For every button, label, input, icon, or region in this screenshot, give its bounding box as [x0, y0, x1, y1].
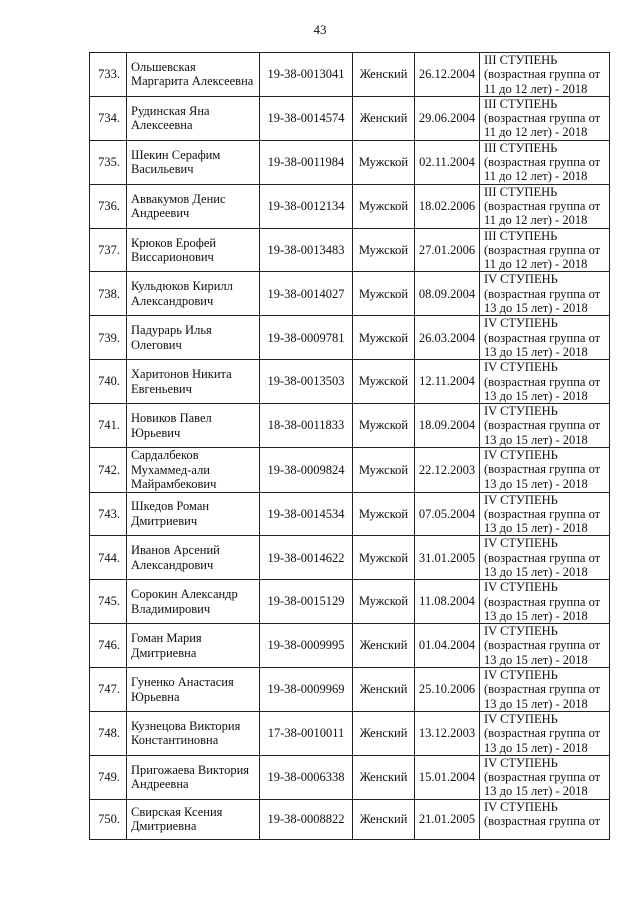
participant-id: 19-38-0013503: [260, 360, 353, 404]
stage-cell: [480, 360, 610, 404]
stage-cell: [480, 184, 610, 228]
participant-id: 19-38-0009781: [260, 316, 353, 360]
table-row: [90, 580, 610, 624]
participant-name: Гоман Мария Дмитриевна: [127, 624, 260, 668]
age-group-text: 13 до 15 лет) - 2018: [484, 652, 588, 667]
age-group-text: (возрастная группа от: [484, 155, 601, 170]
age-group-text: 13 до 15 лет) - 2018: [484, 344, 588, 359]
row-number: 735.: [90, 140, 127, 184]
age-group-text: 13 до 15 лет) - 2018: [484, 696, 588, 711]
row-number: 736.: [90, 184, 127, 228]
table-row: [90, 272, 610, 316]
age-group-text: (возрастная группа от: [484, 726, 601, 741]
birth-date: 21.01.2005: [415, 799, 480, 839]
birth-date: 01.04.2004: [415, 624, 480, 668]
stage-level: III СТУПЕНЬ: [484, 228, 558, 243]
stage-level: IV СТУПЕНЬ: [484, 624, 558, 639]
participant-name: Шекин Серафим Васильевич: [127, 140, 260, 184]
age-group-text: 11 до 12 лет) - 2018: [484, 125, 588, 140]
age-group-text: (возрастная группа от: [484, 506, 601, 521]
table-row: [90, 755, 610, 799]
stage-cell: [480, 492, 610, 536]
age-group-text: 13 до 15 лет) - 2018: [484, 301, 588, 316]
stage-level: IV СТУПЕНЬ: [484, 580, 558, 595]
participant-id: 19-38-0014027: [260, 272, 353, 316]
table-row: [90, 711, 610, 755]
participant-name: Иванов Арсений Александрович: [127, 536, 260, 580]
table-row: [90, 140, 610, 184]
row-number: 744.: [90, 536, 127, 580]
age-group-text: (возрастная группа от: [484, 111, 601, 126]
table-row: [90, 228, 610, 272]
row-number: 743.: [90, 492, 127, 536]
stage-level: IV СТУПЕНЬ: [484, 272, 558, 287]
stage-level: III СТУПЕНЬ: [484, 184, 558, 199]
age-group-text: (возрастная группа от: [484, 682, 601, 697]
table-body: [90, 53, 610, 840]
stage-level: III СТУПЕНЬ: [484, 53, 558, 67]
stage-level: III СТУПЕНЬ: [484, 96, 558, 111]
stage-level: IV СТУПЕНЬ: [484, 360, 558, 375]
age-group-text: 13 до 15 лет) - 2018: [484, 740, 588, 755]
participant-name: Рудинская Яна Алексеевна: [127, 96, 260, 140]
birth-date: 26.03.2004: [415, 316, 480, 360]
stage-level: IV СТУПЕНЬ: [484, 492, 558, 507]
participant-gender: Женский: [353, 624, 415, 668]
stage-cell: [480, 272, 610, 316]
stage-level: IV СТУПЕНЬ: [484, 404, 558, 419]
stage-cell: [480, 53, 610, 97]
birth-date: 18.02.2006: [415, 184, 480, 228]
row-number: 747.: [90, 668, 127, 712]
participant-id: 19-38-0015129: [260, 580, 353, 624]
stage-cell: [480, 624, 610, 668]
participant-id: 19-38-0009995: [260, 624, 353, 668]
participant-name: Свирская Ксения Дмитриевна: [127, 799, 260, 839]
table-row: [90, 53, 610, 97]
stage-level: III СТУПЕНЬ: [484, 140, 558, 155]
stage-cell: [480, 404, 610, 448]
participant-id: 18-38-0011833: [260, 404, 353, 448]
participant-id: 19-38-0011984: [260, 140, 353, 184]
stage-level: IV СТУПЕНЬ: [484, 536, 558, 551]
table-row: [90, 492, 610, 536]
stage-cell: [480, 755, 610, 799]
participant-id: 19-38-0013483: [260, 228, 353, 272]
participant-name: Кузнецова Виктория Константиновна: [127, 711, 260, 755]
age-group-text: (возрастная группа от: [484, 286, 601, 301]
participant-name: Кульдюков Кирилл Александрович: [127, 272, 260, 316]
age-group-text: (возрастная группа от: [484, 814, 601, 829]
birth-date: 11.08.2004: [415, 580, 480, 624]
stage-cell: [480, 668, 610, 712]
participant-gender: Мужской: [353, 448, 415, 493]
age-group-text: (возрастная группа от: [484, 418, 601, 433]
age-group-text: 11 до 12 лет) - 2018: [484, 257, 588, 272]
participant-name: Аввакумов Денис Андреевич: [127, 184, 260, 228]
table-row: [90, 404, 610, 448]
age-group-text: 11 до 12 лет) - 2018: [484, 169, 588, 184]
participant-name: Крюков Ерофей Виссарионович: [127, 228, 260, 272]
age-group-text: (возрастная группа от: [484, 330, 601, 345]
birth-date: 07.05.2004: [415, 492, 480, 536]
stage-level: IV СТУПЕНЬ: [484, 316, 558, 331]
birth-date: 25.10.2006: [415, 668, 480, 712]
participant-gender: Женский: [353, 53, 415, 97]
participant-id: 19-38-0006338: [260, 755, 353, 799]
stage-cell: [480, 96, 610, 140]
participant-gender: Женский: [353, 668, 415, 712]
participant-id: 19-38-0009824: [260, 448, 353, 493]
participants-table: [89, 52, 610, 840]
stage-cell: [480, 580, 610, 624]
age-group-text: (возрастная группа от: [484, 198, 601, 213]
participant-gender: Женский: [353, 755, 415, 799]
row-number: 741.: [90, 404, 127, 448]
row-number: 734.: [90, 96, 127, 140]
participant-id: 19-38-0009969: [260, 668, 353, 712]
participant-name: Сорокин Александр Владимирович: [127, 580, 260, 624]
row-number: 733.: [90, 53, 127, 97]
participant-gender: Мужской: [353, 184, 415, 228]
age-group-text: 11 до 12 лет) - 2018: [484, 81, 588, 96]
page-number: 43: [313, 22, 327, 37]
participant-id: 19-38-0014622: [260, 536, 353, 580]
birth-date: 22.12.2003: [415, 448, 480, 493]
participant-gender: Мужской: [353, 580, 415, 624]
age-group-text: (возрастная группа от: [484, 770, 601, 785]
age-group-text: (возрастная группа от: [484, 594, 601, 609]
participant-id: 19-38-0008822: [260, 799, 353, 839]
birth-date: 02.11.2004: [415, 140, 480, 184]
participant-id: 19-38-0014534: [260, 492, 353, 536]
age-group-text: (возрастная группа от: [484, 638, 601, 653]
table-row: [90, 624, 610, 668]
row-number: 742.: [90, 448, 127, 493]
participant-gender: Мужской: [353, 228, 415, 272]
row-number: 737.: [90, 228, 127, 272]
participant-gender: Женский: [353, 799, 415, 839]
birth-date: 27.01.2006: [415, 228, 480, 272]
stage-cell: [480, 228, 610, 272]
birth-date: 12.11.2004: [415, 360, 480, 404]
table-row: [90, 360, 610, 404]
table-row: [90, 668, 610, 712]
table-row: [90, 96, 610, 140]
stage-cell: [480, 448, 610, 493]
participant-gender: Мужской: [353, 272, 415, 316]
age-group-text: (возрастная группа от: [484, 462, 601, 477]
stage-level: IV СТУПЕНЬ: [484, 755, 558, 770]
stage-cell: [480, 316, 610, 360]
age-group-text: 13 до 15 лет) - 2018: [484, 784, 588, 799]
table-row: [90, 799, 610, 839]
participant-gender: Мужской: [353, 536, 415, 580]
birth-date: 31.01.2005: [415, 536, 480, 580]
participant-id: 17-38-0010011: [260, 711, 353, 755]
stage-level: IV СТУПЕНЬ: [484, 448, 558, 463]
participant-id: 19-38-0014574: [260, 96, 353, 140]
participant-gender: Женский: [353, 711, 415, 755]
stage-cell: [480, 711, 610, 755]
stage-cell: [480, 799, 610, 839]
age-group-text: (возрастная группа от: [484, 67, 601, 82]
participant-gender: Мужской: [353, 140, 415, 184]
stage-level: IV СТУПЕНЬ: [484, 668, 558, 683]
row-number: 745.: [90, 580, 127, 624]
participant-name: Гуненко Анастасия Юрьевна: [127, 668, 260, 712]
stage-cell: [480, 140, 610, 184]
row-number: 739.: [90, 316, 127, 360]
row-number: 738.: [90, 272, 127, 316]
table-row: [90, 316, 610, 360]
participant-name: Харитонов Никита Евгеньевич: [127, 360, 260, 404]
participant-gender: Женский: [353, 96, 415, 140]
participant-name: Новиков Павел Юрьевич: [127, 404, 260, 448]
birth-date: 29.06.2004: [415, 96, 480, 140]
birth-date: 26.12.2004: [415, 53, 480, 97]
row-number: 740.: [90, 360, 127, 404]
table-row: [90, 536, 610, 580]
age-group-text: 13 до 15 лет) - 2018: [484, 388, 588, 403]
table-row: [90, 184, 610, 228]
participant-name: Пригожаева Виктория Андреевна: [127, 755, 260, 799]
participant-name: Падурарь Илья Олегович: [127, 316, 260, 360]
stage-level: IV СТУПЕНЬ: [484, 799, 558, 814]
row-number: 746.: [90, 624, 127, 668]
participant-gender: Мужской: [353, 492, 415, 536]
age-group-text: (возрастная группа от: [484, 550, 601, 565]
row-number: 748.: [90, 711, 127, 755]
age-group-text: 13 до 15 лет) - 2018: [484, 565, 588, 579]
age-group-text: 13 до 15 лет) - 2018: [484, 608, 588, 623]
participant-id: 19-38-0012134: [260, 184, 353, 228]
age-group-text: 13 до 15 лет) - 2018: [484, 476, 588, 491]
row-number: 750.: [90, 799, 127, 839]
participant-name: Шкедов Роман Дмитриевич: [127, 492, 260, 536]
participant-id: 19-38-0013041: [260, 53, 353, 97]
age-group-text: 13 до 15 лет) - 2018: [484, 521, 588, 536]
age-group-text: (возрастная группа от: [484, 242, 601, 257]
age-group-text: (возрастная группа от: [484, 374, 601, 389]
birth-date: 15.01.2004: [415, 755, 480, 799]
age-group-text: 13 до 15 лет) - 2018: [484, 432, 588, 447]
table-row: [90, 448, 610, 493]
participant-gender: Мужской: [353, 360, 415, 404]
participant-gender: Мужской: [353, 404, 415, 448]
age-group-text: 11 до 12 лет) - 2018: [484, 213, 588, 228]
birth-date: 08.09.2004: [415, 272, 480, 316]
birth-date: 13.12.2003: [415, 711, 480, 755]
stage-level: IV СТУПЕНЬ: [484, 711, 558, 726]
participant-name: Сардалбеков Мухаммед-али Майрамбекович: [127, 448, 260, 493]
stage-cell: [480, 536, 610, 580]
participant-name: Ольшевская Маргарита Алексеевна: [127, 53, 260, 97]
birth-date: 18.09.2004: [415, 404, 480, 448]
participant-gender: Мужской: [353, 316, 415, 360]
row-number: 749.: [90, 755, 127, 799]
